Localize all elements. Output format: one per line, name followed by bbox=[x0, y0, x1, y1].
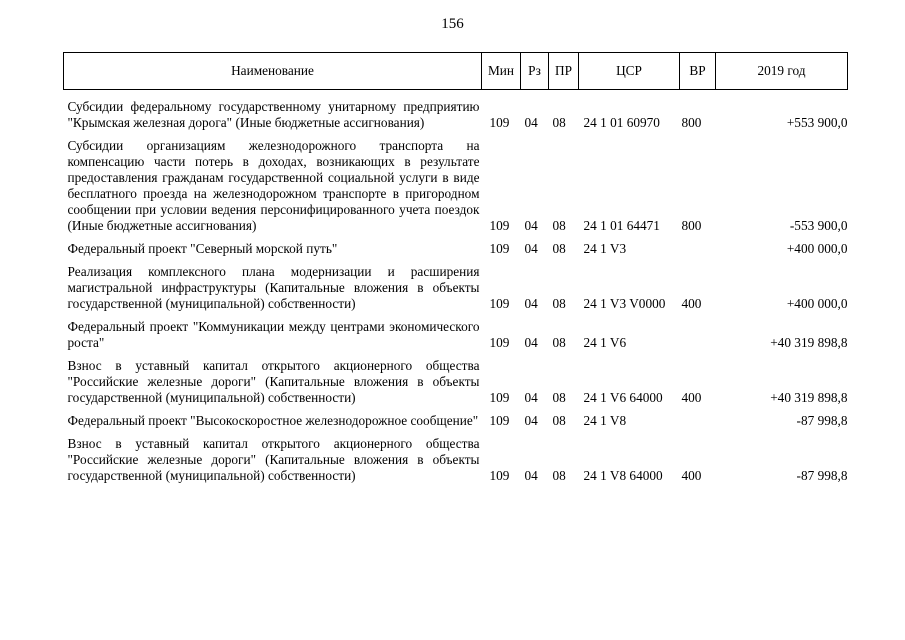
row-name-text: Федеральный проект "Северный морской путь" bbox=[67, 241, 338, 256]
row-name-text: Субсидии организациям железнодорожного транспорта на компенсацию части потерь в доходах, возникающих в результате предоставления гражданам государственной социальной услуги в виде бесплатного проезда на железнодорожном транспорте в пригородном сообщении при условии ведения персонифицированного учета поездок (Иные бюджетные ассигнования) bbox=[67, 138, 480, 233]
table-row bbox=[64, 264, 848, 319]
row-min: 109 bbox=[489, 468, 510, 483]
row-name-text: Федеральный проект "Высокоскоростное железнодорожное сообщение" bbox=[67, 413, 479, 428]
row-vr: 400 bbox=[681, 390, 702, 405]
row-amount: +553 900,0 bbox=[786, 115, 848, 130]
budget-table bbox=[63, 52, 848, 491]
row-csr: 24 1 V8 bbox=[583, 413, 627, 428]
header-csr: ЦСР bbox=[579, 53, 680, 90]
row-pr: 08 bbox=[552, 335, 566, 350]
page-number: 156 bbox=[441, 16, 464, 32]
row-min: 109 bbox=[489, 335, 510, 350]
row-amount: +400 000,0 bbox=[786, 241, 848, 256]
table-header-row bbox=[64, 53, 848, 90]
row-csr: 24 1 V3 bbox=[583, 241, 627, 256]
row-vr bbox=[680, 413, 716, 436]
row-amount: -553 900,0 bbox=[789, 218, 848, 233]
row-rz: 04 bbox=[524, 296, 538, 311]
row-vr: 400 bbox=[681, 296, 702, 311]
row-pr: 08 bbox=[552, 413, 566, 428]
row-name-text: Взнос в уставный капитал открытого акционерного общества "Российские железные дороги" (Капитальные вложения в объекты государственной (муниципальной) собственности) bbox=[67, 358, 480, 405]
header-rz: Рз bbox=[521, 53, 549, 90]
row-min: 109 bbox=[489, 115, 510, 130]
row-vr bbox=[680, 319, 716, 358]
table-row bbox=[64, 90, 848, 139]
row-csr: 24 1 01 60970 bbox=[583, 115, 660, 130]
row-vr: 800 bbox=[681, 218, 702, 233]
table-row bbox=[64, 358, 848, 413]
header-vr: ВР bbox=[680, 53, 716, 90]
row-vr: 400 bbox=[681, 468, 702, 483]
row-rz: 04 bbox=[524, 468, 538, 483]
row-name bbox=[64, 264, 482, 319]
row-rz: 04 bbox=[524, 115, 538, 130]
row-pr: 08 bbox=[552, 468, 566, 483]
row-name-text: Субсидии федеральному государственному унитарному предприятию "Крымская железная дорога" (Иные бюджетные ассигнования) bbox=[67, 99, 480, 130]
row-rz: 04 bbox=[524, 390, 538, 405]
table-body bbox=[64, 90, 848, 492]
row-csr: 24 1 V6 64000 bbox=[583, 390, 663, 405]
row-amount: +400 000,0 bbox=[786, 296, 848, 311]
row-vr: 800 bbox=[681, 115, 702, 130]
row-name bbox=[64, 90, 482, 139]
row-vr bbox=[680, 241, 716, 264]
row-amount: -87 998,8 bbox=[796, 468, 848, 483]
header-pr: ПР bbox=[549, 53, 579, 90]
row-amount: +40 319 898,8 bbox=[770, 390, 848, 405]
row-csr: 24 1 V8 64000 bbox=[583, 468, 663, 483]
row-csr: 24 1 01 64471 bbox=[583, 218, 660, 233]
row-csr: 24 1 V6 bbox=[583, 335, 627, 350]
row-pr: 08 bbox=[552, 218, 566, 233]
row-csr: 24 1 V3 V0000 bbox=[583, 296, 666, 311]
row-name bbox=[64, 358, 482, 413]
row-pr: 08 bbox=[552, 115, 566, 130]
row-pr: 08 bbox=[552, 390, 566, 405]
row-min: 109 bbox=[489, 390, 510, 405]
row-rz: 04 bbox=[524, 241, 538, 256]
row-rz: 04 bbox=[524, 218, 538, 233]
row-min: 109 bbox=[489, 218, 510, 233]
row-min: 109 bbox=[489, 413, 510, 428]
header-min: Мин bbox=[482, 53, 521, 90]
row-min: 109 bbox=[489, 296, 510, 311]
row-pr: 08 bbox=[552, 296, 566, 311]
header-name: Наименование bbox=[64, 53, 482, 90]
table-row bbox=[64, 241, 848, 264]
row-rz: 04 bbox=[524, 413, 538, 428]
row-amount: +40 319 898,8 bbox=[770, 335, 848, 350]
row-name bbox=[64, 413, 482, 436]
row-name bbox=[64, 241, 482, 264]
row-name-text: Взнос в уставный капитал открытого акционерного общества "Российские железные дороги" (Капитальные вложения в объекты государственной (муниципальной) собственности) bbox=[67, 436, 480, 483]
header-year: 2019 год bbox=[716, 53, 848, 90]
table-row bbox=[64, 436, 848, 491]
row-name-text: Реализация комплексного плана модернизации и расширения магистральной инфраструктуры (Капитальные вложения в объекты государственной (муниципальной) собственности) bbox=[67, 264, 480, 311]
row-amount: -87 998,8 bbox=[796, 413, 848, 428]
row-name bbox=[64, 436, 482, 491]
table-row bbox=[64, 413, 848, 436]
row-pr: 08 bbox=[552, 241, 566, 256]
table-row bbox=[64, 138, 848, 241]
row-min: 109 bbox=[489, 241, 510, 256]
row-name bbox=[64, 319, 482, 358]
row-rz: 04 bbox=[524, 335, 538, 350]
row-name bbox=[64, 138, 482, 241]
table-row bbox=[64, 319, 848, 358]
row-name-text: Федеральный проект "Коммуникации между центрами экономического роста" bbox=[67, 319, 480, 350]
